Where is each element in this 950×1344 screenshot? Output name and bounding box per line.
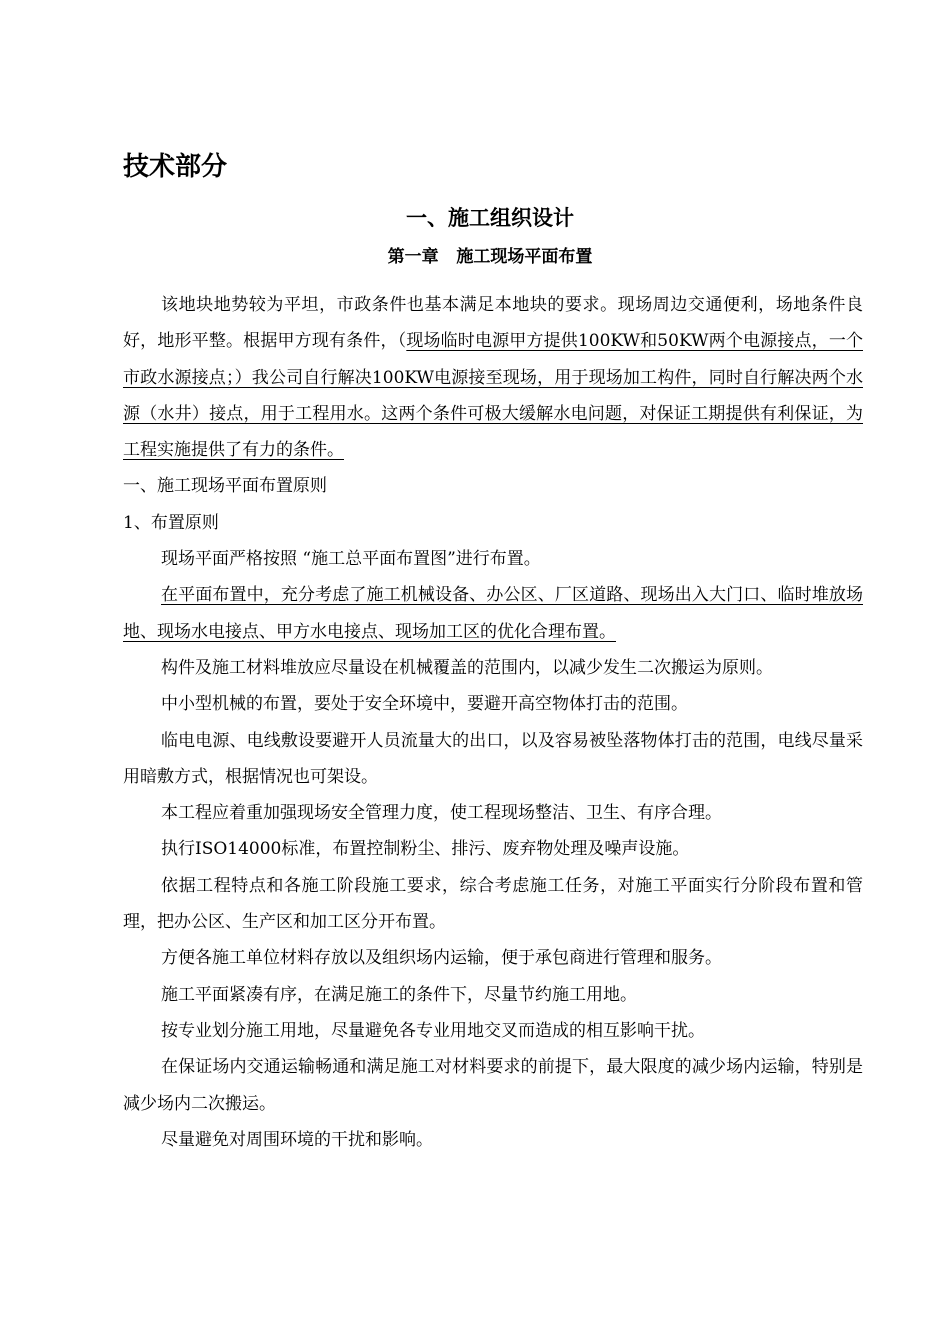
paragraph-material-stacking: 构件及施工材料堆放应尽量设在机械覆盖的范围内，以减少发生二次搬运为原则。 (161, 657, 773, 678)
paragraph-machinery: 中小型机械的布置，要处于安全环境中，要避开高空物体打击的范围。 (161, 694, 688, 715)
document-body (123, 287, 863, 1158)
paragraph-site-conditions (123, 287, 863, 468)
paragraph-safety-management: 本工程应着重加强现场安全管理力度，使工程现场整洁、卫生、有序合理。 (161, 803, 722, 824)
layout-optimization-underlined: 在平面布置中，充分考虑了施工机械设备、办公区、厂区道路、现场出入大门口、临时堆放场地、现场水电接点、甲方水电接点、现场加工区的优化合理布置。 (123, 585, 863, 642)
section-title: 一、施工组织设计 (406, 206, 574, 230)
heading-layout-principles: 一、施工现场平面布置原则 (123, 476, 327, 497)
document-title: 技术部分 (123, 152, 228, 182)
heading-principles: 1、布置原则 (123, 512, 219, 533)
site-conditions-lead: 该地块地势较为平坦，市政条件也基本满足本地块的要求。现场周边交通便利，场地条件良好，地形平整。根据甲方现有条件，（ (123, 295, 863, 352)
paragraph-environment: 尽量避免对周围环境的干扰和影响。 (161, 1129, 433, 1150)
chapter-title: 第一章 施工现场平面布置 (387, 247, 593, 267)
site-conditions-underlined: 现场临时电源甲方提供100KW和50KW两个电源接点，一个市政水源接点；）我公司自行解决100KW电源接至现场，用于现场加工构件，同时自行解决两个水源（水井）接点，用于工程用水。这两个条件可极大缓解水电问题，对保证工期提供有利保证，为工程实施提供了有力的条件。 (123, 331, 863, 461)
paragraph-compact-layout: 施工平面紧凑有序，在满足施工的条件下，尽量节约施工用地。 (161, 984, 637, 1005)
paragraph-layout-plan: 现场平面严格按照 “施工总平面布置图”进行布置。 (161, 549, 541, 570)
paragraph-zoning: 按专业划分施工用地，尽量避免各专业用地交叉而造成的相互影响干扰。 (161, 1020, 705, 1041)
paragraph-transport: 在保证场内交通运输畅通和满足施工对材料要求的前提下，最大限度的减少场内运输，特别是减少场内二次搬运。 (123, 1057, 863, 1114)
paragraph-iso14000: 执行ISO14000标准，布置控制粉尘、排污、废弃物处理及噪声设施。 (161, 839, 690, 860)
paragraph-layout-optimization (123, 577, 863, 650)
paragraph-material-storage: 方便各施工单位材料存放以及组织场内运输，便于承包商进行管理和服务。 (161, 948, 722, 969)
paragraph-phased-layout: 依据工程特点和各施工阶段施工要求，综合考虑施工任务，对施工平面实行分阶段布置和管理，把办公区、生产区和加工区分开布置。 (123, 875, 863, 933)
paragraph-temporary-power: 临电电源、电线敷设要避开人员流量大的出口，以及容易被坠落物体打击的范围，电线尽量采用暗敷方式，根据情况也可架设。 (123, 730, 863, 787)
